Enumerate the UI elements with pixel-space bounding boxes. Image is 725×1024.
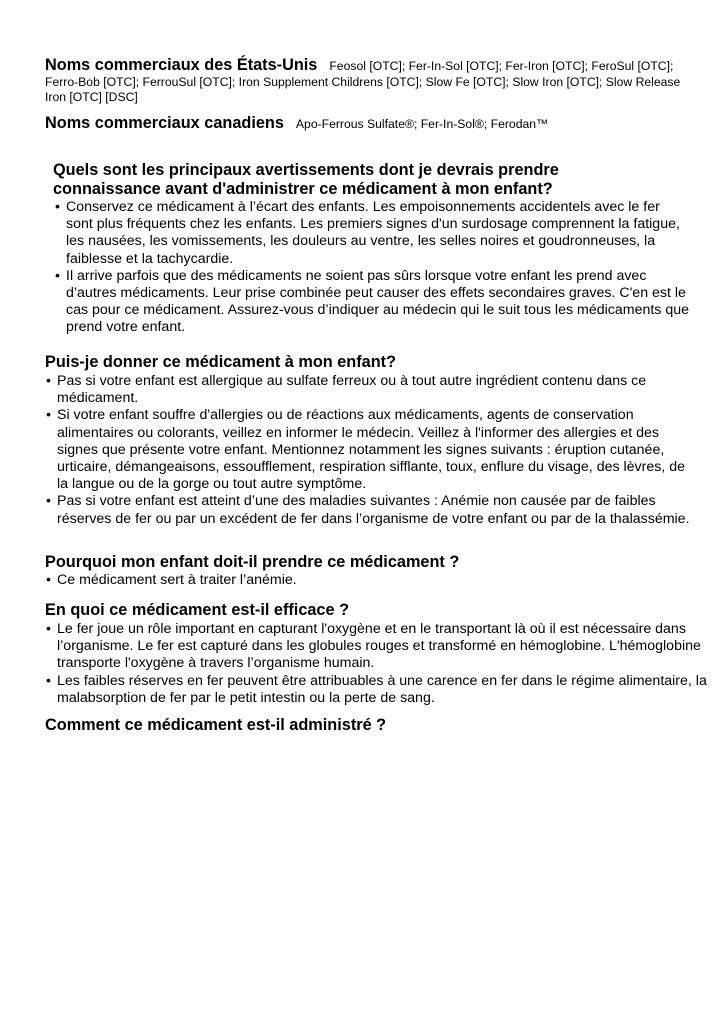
warnings-title: Quels sont les principaux avertissements dont je devrais prendre connaissance avant d'administrer ce médicament à mon enfant? xyxy=(53,161,559,198)
us-brand-names xyxy=(45,58,685,106)
why-title: Pourquoi mon enfant doit-il prendre ce médicament ? xyxy=(45,553,460,571)
why-list xyxy=(45,572,695,589)
administration-title: Comment ce médicament est-il administré ? xyxy=(45,716,387,734)
can-give-item-1: • Pas si votre enfant est allergique au sulfate ferreux ou à tout autre ingrédient contenu dans ce médicament. xyxy=(45,373,695,407)
can-give-item-3: • Pas si votre enfant est atteint d’une des maladies suivantes : Anémie non causée par de faibles réserves de fer ou par un excédent de fer dans l’organisme de votre enfant ou par de la thalassémie. xyxy=(45,493,695,527)
effective-list xyxy=(45,621,710,707)
why-item-1: • Ce médicament sert à traiter l’anémie. xyxy=(45,572,695,589)
can-give-title: Puis-je donner ce médicament à mon enfant? xyxy=(45,353,397,371)
can-give-item-2: • Si votre enfant souffre d'allergies ou de réactions aux médicaments, agents de conservation alimentaires ou colorants, veillez en informer le médecin. Veillez à l'informer des allergies et des signes que présente votre enfant. Mentionnez notamment les signes suivants : éruption cutanée, urticaire, démangeaisons, essoufflement, respiration sifflante, toux, enflure du visage, des lèvres, de la langue ou de la gorge ou tout autre symptôme. xyxy=(45,407,695,493)
can-give-list xyxy=(45,373,695,528)
effective-item-1: • Le fer joue un rôle important en capturant l'oxygène et en le transportant là où il est nécessaire dans l’organisme. Le fer est capturé dans les globules rouges et transformé en hémoglobine. L'hémoglobine transporte l'oxygène à travers l’organisme humain. xyxy=(45,621,710,673)
us-brand-names-heading: Noms commerciaux des États-Unis xyxy=(45,56,318,74)
effective-title: En quoi ce médicament est-il efficace ? xyxy=(45,601,350,619)
warnings-item-2: • Il arrive parfois que des médicaments ne soient pas sûrs lorsque votre enfant les prend avec d’autres médicaments. Leur prise combinée peut causer des effets secondaires graves. C'en est le cas pour ce médicament. Assurez-vous d’indiquer au médecin qui le suit tous les médicaments que prend votre enfant. xyxy=(54,268,690,337)
effective-item-2: • Les faibles réserves en fer peuvent être attribuables à une carence en fer dans le régime alimentaire, la malabsorption de fer par le petit intestin ou la perte de sang. xyxy=(45,673,710,707)
canadian-brand-names xyxy=(45,116,685,133)
canadian-brand-names-text: Apo-Ferrous Sulfate®; Fer-In-Sol®; Ferodan™ xyxy=(295,117,549,131)
canadian-brand-names-heading: Noms commerciaux canadiens xyxy=(45,114,284,132)
warnings-item-1: • Conservez ce médicament à l’écart des enfants. Les empoisonnements accidentels avec le fer sont plus fréquents chez les enfants. Les premiers signes d'un surdosage comprennent la fatigue, les nausées, les vomissements, les douleurs au ventre, les selles noires et goudronneuses, la faiblesse et la tachycardie. xyxy=(54,199,690,268)
us-brand-names-text: Feosol [OTC]; Fer-In-Sol [OTC]; Fer-Iron [OTC]; FeroSul [OTC]; Ferro-Bob [OTC]; FerrouSul [OTC]; Iron Supplement Childrens [OTC]; Slow Fe [OTC]; Slow Iron [OTC]; Slow Release Iron [OTC] [DSC] xyxy=(45,59,681,104)
warnings-list xyxy=(54,199,690,337)
